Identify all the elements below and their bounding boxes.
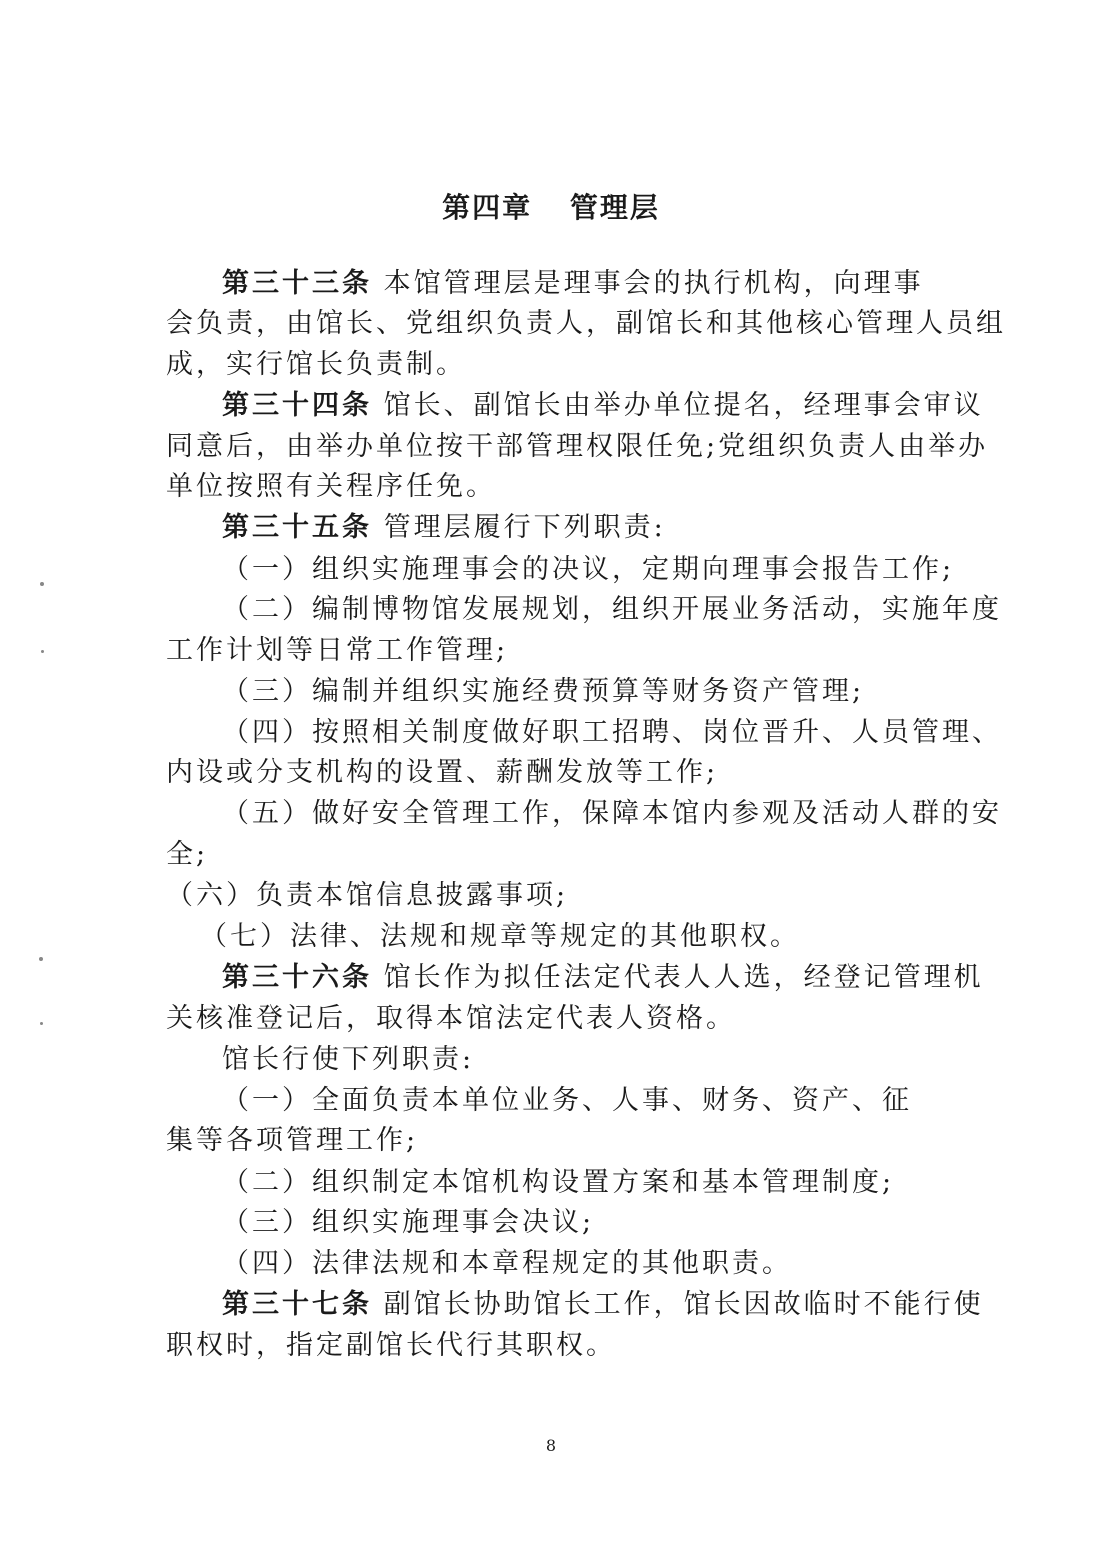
text-line: （五）做好安全管理工作，保障本馆内参观及活动人群的安 (222, 798, 1002, 829)
scan-speck (40, 1022, 43, 1025)
text-line: 工作计划等日常工作管理; (166, 635, 509, 666)
text-line: 全; (166, 839, 209, 870)
scan-speck (41, 650, 44, 653)
text-line: （四）按照相关制度做好职工招聘、岗位晋升、人员管理、 (222, 717, 1002, 748)
text-line: 馆长行使下列职责: (222, 1044, 475, 1075)
article-label: 第三十三条 (222, 268, 372, 299)
text-line: （三）编制并组织实施经费预算等财务资产管理; (222, 676, 865, 707)
text-line: （六）负责本馆信息披露事项; (166, 880, 569, 911)
text-line: 关核准登记后，取得本馆法定代表人资格。 (166, 1003, 736, 1034)
scan-speck (40, 582, 44, 586)
text-line: 内设或分支机构的设置、薪酬发放等工作; (166, 757, 719, 788)
text-line: （四）法律法规和本章程规定的其他职责。 (222, 1248, 792, 1279)
text-line: 会负责，由馆长、党组织负责人，副馆长和其他核心管理人员组 (166, 308, 1006, 339)
article-label: 第三十五条 (222, 512, 372, 543)
text-line: （一）全面负责本单位业务、人事、财务、资产、征 (222, 1085, 912, 1116)
text-line: 第三十六条 馆长作为拟任法定代表人人选，经登记管理机 (222, 962, 984, 993)
text-line: 第三十五条 管理层履行下列职责: (222, 512, 666, 543)
text-line: 职权时，指定副馆长代行其职权。 (166, 1330, 616, 1361)
page-number: 8 (545, 1436, 557, 1455)
text-line: （七）法律、法规和规章等规定的其他职权。 (200, 921, 800, 952)
text-line: 同意后，由举办单位按干部管理权限任免;党组织负责人由举办 (166, 431, 989, 462)
article-label: 第三十七条 (222, 1289, 372, 1320)
text-line: （一）组织实施理事会的决议，定期向理事会报告工作; (222, 554, 955, 585)
chapter-title: 第四章 管理层 (442, 191, 660, 224)
text-line: （二）编制博物馆发展规划，组织开展业务活动，实施年度 (222, 594, 1002, 625)
text-line: 集等各项管理工作; (166, 1125, 419, 1156)
text-line: 第三十七条 副馆长协助馆长工作，馆长因故临时不能行使 (222, 1289, 984, 1320)
article-label: 第三十四条 (222, 390, 372, 421)
text-line: 成，实行馆长负责制。 (166, 349, 466, 380)
text-line: （三）组织实施理事会决议; (222, 1207, 595, 1238)
text-line: 单位按照有关程序任免。 (166, 471, 496, 502)
scan-speck (39, 957, 43, 961)
text-line: 第三十三条 本馆管理层是理事会的执行机构，向理事 (222, 268, 924, 299)
text-line: （二）组织制定本馆机构设置方案和基本管理制度; (222, 1167, 895, 1198)
text-line: 第三十四条 馆长、副馆长由举办单位提名，经理事会审议 (222, 390, 984, 421)
article-label: 第三十六条 (222, 962, 372, 993)
